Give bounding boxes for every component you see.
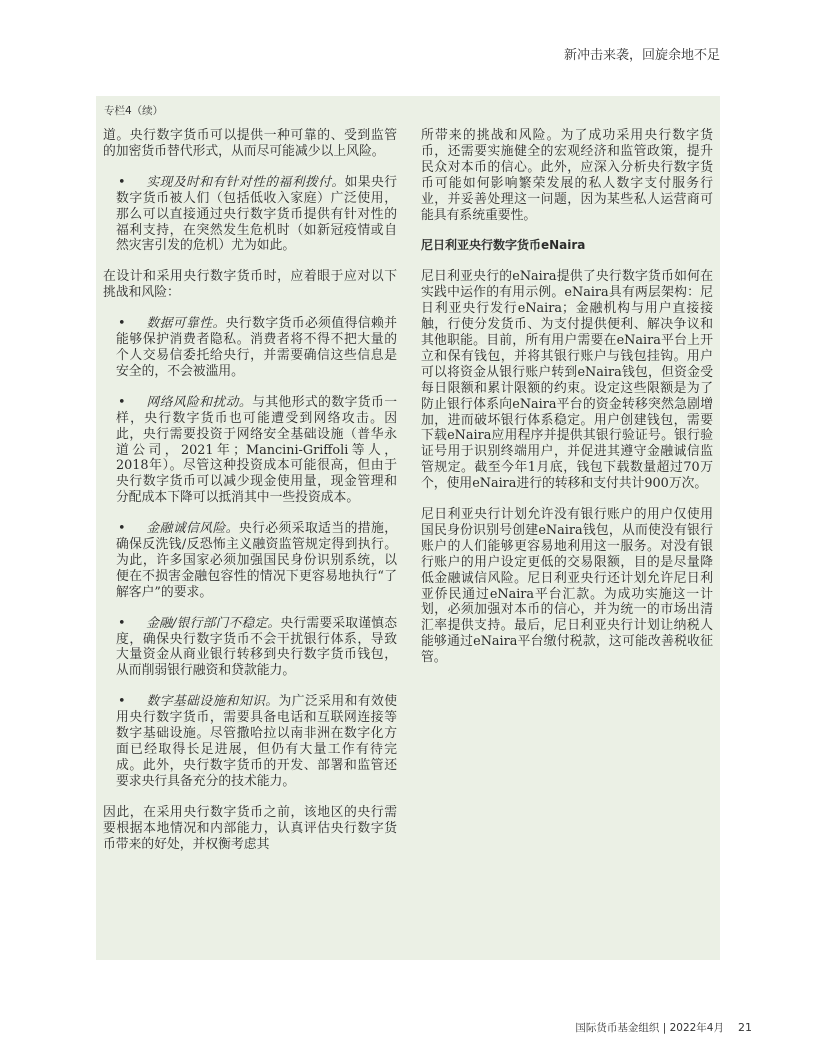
bullet-term: 金融/银行部门不稳定。 xyxy=(146,615,281,631)
bullet-text: 如果央行数字货币被人们（包括低收入家庭）广泛使用，那么可以直接通过央行数字货币提供有针对性的福利支持，在突然发生危机时（如新冠疫情或自然灾害引发的危机）尤为如此。 xyxy=(116,174,398,254)
bullet-item xyxy=(103,316,397,380)
bullet-text: 央行需要采取谨慎态度，确保央行数字货币不会干扰银行体系，导致大量资金从商业银行转移到央行数字货币钱包，从而削弱银行融资和贷款能力。 xyxy=(116,615,398,679)
bullet-icon: • xyxy=(118,694,126,710)
bullet-icon: • xyxy=(118,615,126,631)
bullet-item xyxy=(103,175,397,255)
paragraph: 所带来的挑战和风险。为了成功采用央行数字货币，还需要实施健全的宏观经济和监管政策，提升民众对本币的信心。此外，应深入分析央行数字货币可能如何影响繁荣发展的私人数字支付服务行业，并妥善处理这一问题，因为某些私人运营商可能具有系统重要性。 xyxy=(421,128,713,223)
bullet-text: 与其他形式的数字货币一样，央行数字货币也可能遭受到网络攻击。因此，央行需要投资于网络安全基础设施（普华永道公司，2021年；Mancini-Griffoli等人，2018年）。尽管这种投资成本可能很高，但由于央行数字货币可以减少现金使用量，现金管理和分配成本下降可以抵消其中一些投资成本。 xyxy=(116,394,398,506)
bullet-text: 央行必须采取适当的措施，确保反洗钱/反恐怖主义融资监管规定得到执行。为此，许多国家必须加强国民身份识别系统，以便在不损害金融包容性的情况下更容易地执行“了解客户”的要求。 xyxy=(116,521,398,600)
bullet-item xyxy=(103,395,397,506)
paragraph: 道。央行数字货币可以提供一种可靠的、受到监管的加密货币替代形式，从而尽可能减少以上风险。 xyxy=(103,128,397,159)
bullet-icon: • xyxy=(118,394,126,410)
section-heading: 尼日利亚央行数字货币eNaira xyxy=(421,238,586,253)
box-left-column xyxy=(103,128,397,867)
page-number: 21 xyxy=(738,1021,752,1034)
bullet-icon: • xyxy=(118,316,126,332)
bullet-term: 数字基础设施和知识。 xyxy=(146,694,279,710)
page-footer xyxy=(575,1020,752,1035)
bullet-term: 数据可靠性。 xyxy=(146,316,226,332)
running-head: 新冲击来袭，回旋余地不足 xyxy=(563,48,720,63)
box-label: 专栏4（续） xyxy=(104,105,164,117)
bullet-term: 网络风险和扰动。 xyxy=(146,394,253,410)
footer-source: 国际货币基金组织 | 2022年4月 xyxy=(575,1022,724,1034)
bullet-term: 金融诚信风险。 xyxy=(146,521,239,537)
paragraph: 尼日利亚央行计划允许没有银行账户的用户仅使用国民身份识别号创建eNaira钱包，从而使没有银行账户的人们能够更容易地利用这一服务。对没有银行账户的用户设定更低的交易限额，目的是尽量降低金融诚信风险。尼日利亚央行还计划允许尼日利亚侨民通过eNaira平台汇款。为成功实施这一计划，必须加强对本币的信心，并为统一的市场出清汇率提供支持。最后，尼日利亚央行计划让纳税人能够通过eNaira平台缴付税款，这可能改善税收征管。 xyxy=(421,507,713,666)
bullet-item xyxy=(103,694,397,789)
bullet-icon: • xyxy=(118,174,126,190)
bullet-text: 为广泛采用和有效使用央行数字货币，需要具备电话和互联网连接等数字基础设施。尽管撒哈拉以南非洲在数字化方面已经取得长足进展，但仍有大量工作有待完成。此外，央行数字货币的开发、部署和监管还要求央行具备充分的技术能力。 xyxy=(116,694,398,789)
bullet-term: 实现及时和有针对性的福利拨付。 xyxy=(146,174,345,190)
bullet-icon: • xyxy=(118,521,126,537)
box-right-column xyxy=(421,128,713,681)
bullet-text: 央行数字货币必须值得信赖并能够保护消费者隐私。消费者将不得不把大量的个人交易信委托给央行，并需要确信这些信息是安全的，不会被滥用。 xyxy=(116,316,398,379)
paragraph: 因此，在采用央行数字货币之前，该地区的央行需要根据本地情况和内部能力，认真评估央行数字货币带来的好处，并权衡考虑其 xyxy=(103,804,397,852)
bullet-item xyxy=(103,616,397,680)
bullet-item xyxy=(103,521,397,601)
paragraph: 在设计和采用央行数字货币时，应着眼于应对以下挑战和风险： xyxy=(103,269,397,301)
paragraph: 尼日利亚央行的eNaira提供了央行数字货币如何在实践中运作的有用示例。eNaira具有两层架构：尼日利亚央行发行eNaira；金融机构与用户直接接触，行使分发货币、为支付提供便利、解决争议和其他职能。目前，所有用户需要在eNaira平台上开立和保有钱包，并将其银行账户与钱包挂钩。用户可以将资金从银行账户转到eNaira钱包，但资金受每日限额和累计限额的约束。设定这些限额是为了防止银行体系向eNaira平台的资金转移突然急剧增加，进而破坏银行体系稳定。用户创建钱包，需要下载eNaira应用程序并提供其银行验证号。银行验证号用于识别终端用户，并促进其遵守金融诚信监管规定。截至今年1月底，钱包下载数量超过70万个，使用eNaira进行的转移和支付共计900万次。 xyxy=(421,269,713,492)
